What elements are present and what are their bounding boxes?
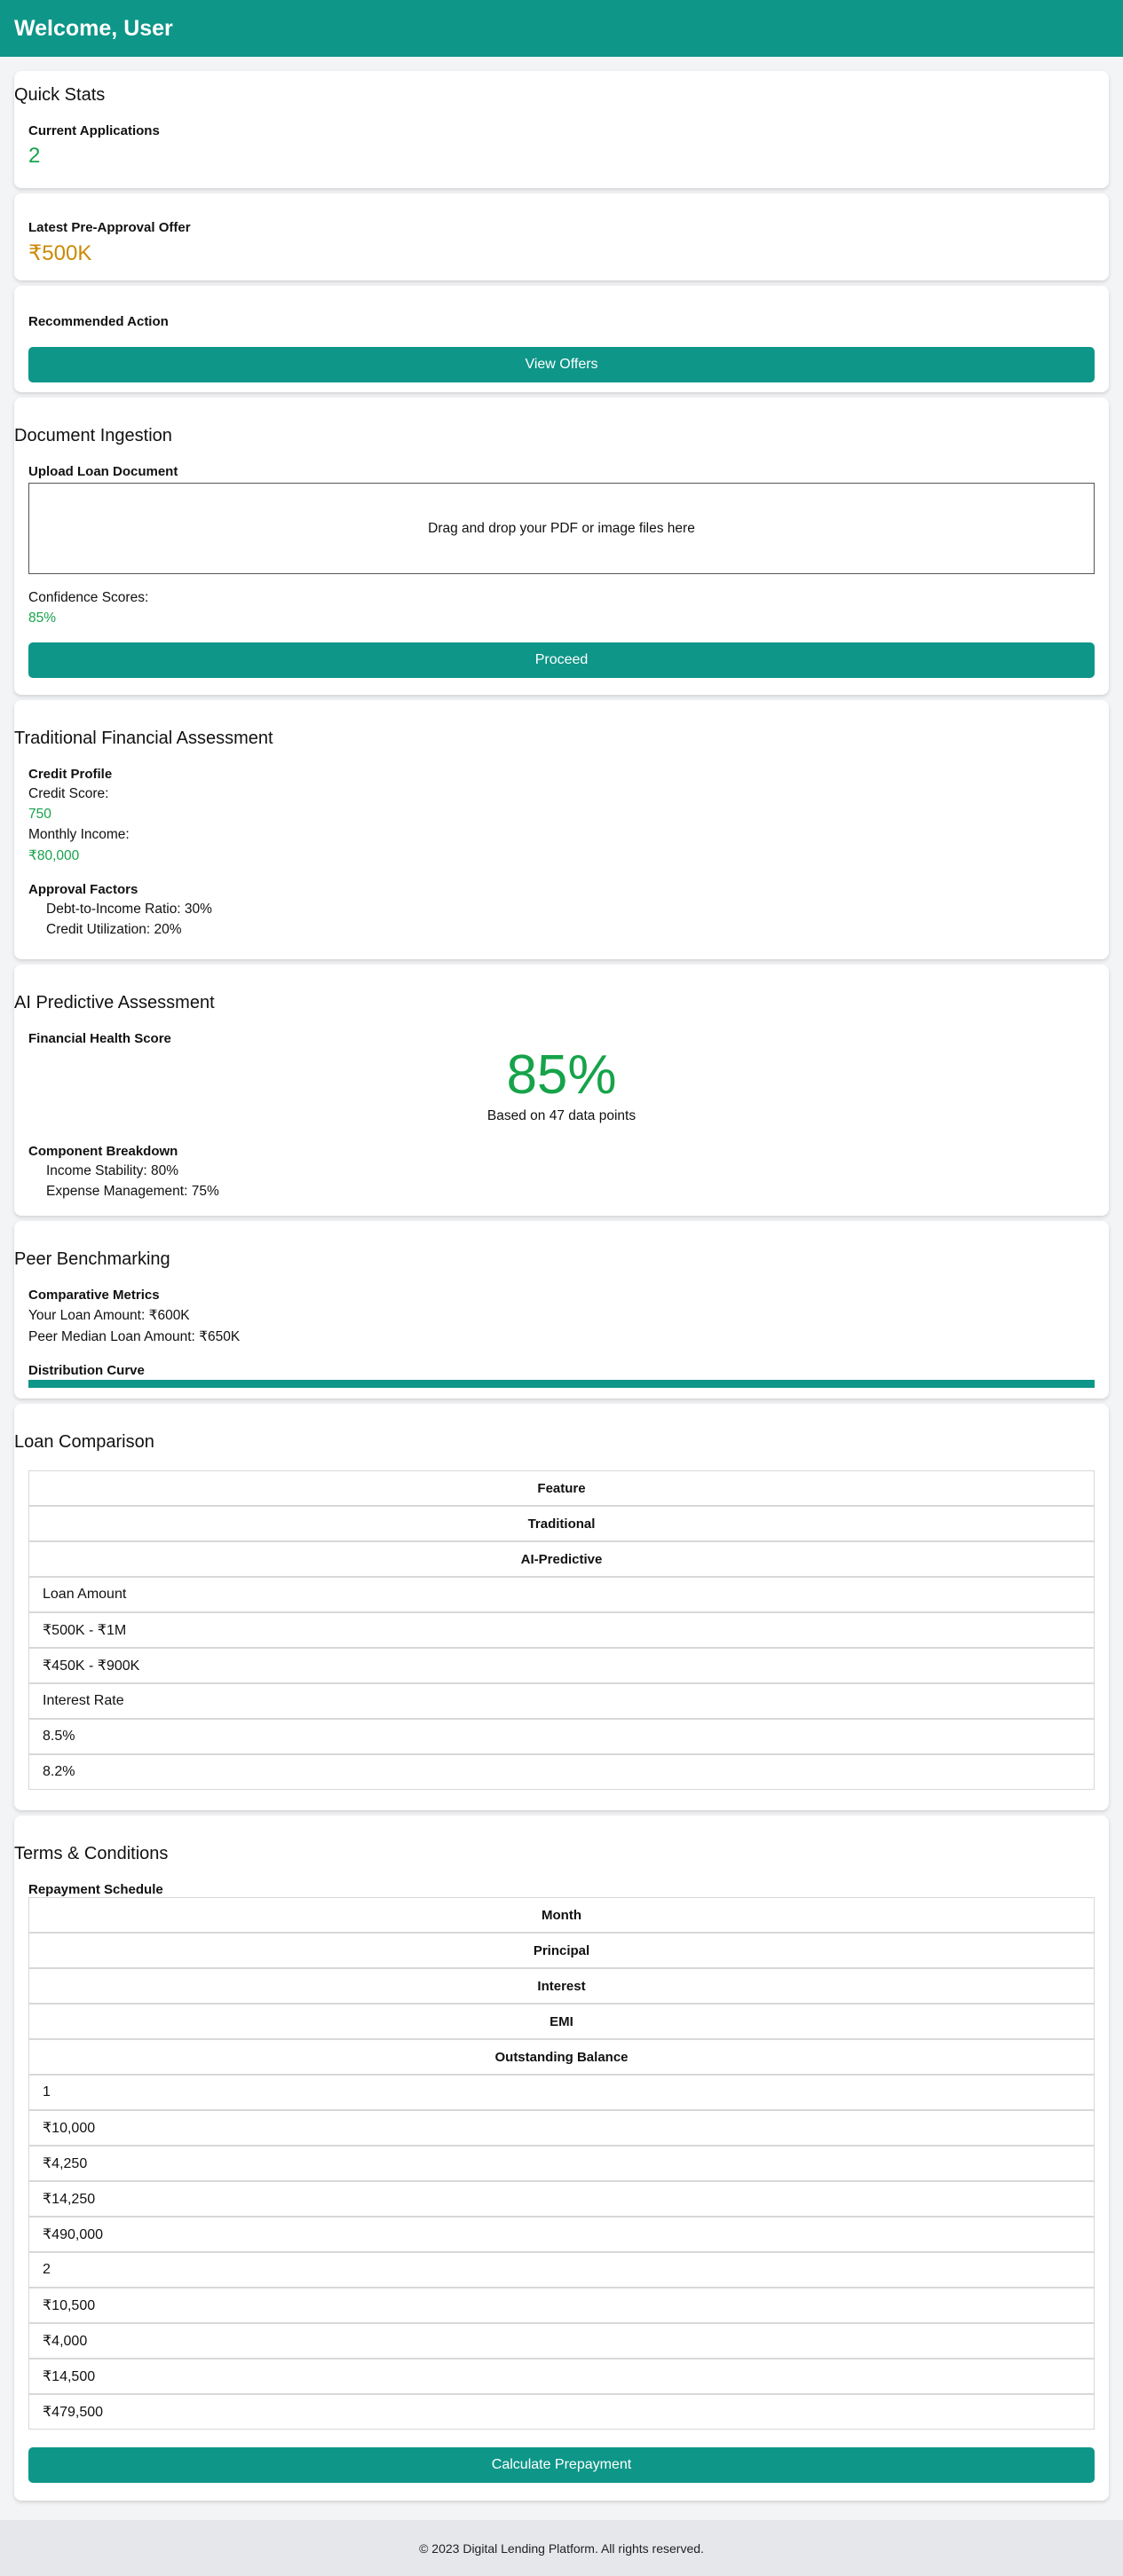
table-header: Month bbox=[28, 1897, 1095, 1933]
calculate-prepayment-button[interactable]: Calculate Prepayment bbox=[28, 2447, 1095, 2483]
ai-predictive-title: AI Predictive Assessment bbox=[14, 993, 215, 1012]
peer-median-amount: Peer Median Loan Amount: ₹650K bbox=[28, 1329, 241, 1344]
table-cell: ₹10,000 bbox=[28, 2110, 1095, 2146]
current-applications-label: Current Applications bbox=[28, 123, 160, 138]
table-cell: 8.5% bbox=[28, 1719, 1095, 1754]
component-item: Income Stability: 80% bbox=[46, 1163, 179, 1178]
quick-stats-title: Quick Stats bbox=[14, 85, 106, 105]
welcome-title: Welcome, User bbox=[14, 15, 173, 41]
proceed-button[interactable]: Proceed bbox=[28, 642, 1095, 678]
table-cell: Interest Rate bbox=[28, 1683, 1095, 1719]
file-dropzone[interactable] bbox=[28, 483, 1095, 574]
copyright-text: © 2023 Digital Lending Platform. All rights reserved. bbox=[419, 2541, 704, 2556]
distribution-curve-label: Distribution Curve bbox=[28, 1363, 145, 1378]
table-cell: Loan Amount bbox=[28, 1577, 1095, 1612]
table-header: Outstanding Balance bbox=[28, 2039, 1095, 2075]
approval-factor-item: Debt-to-Income Ratio: 30% bbox=[46, 902, 212, 917]
terms-conditions-card bbox=[14, 1816, 1109, 2501]
table-cell: ₹490,000 bbox=[28, 2217, 1095, 2252]
document-ingestion-title: Document Ingestion bbox=[14, 426, 172, 445]
credit-score-label: Credit Score: bbox=[28, 786, 109, 801]
current-applications-value: 2 bbox=[28, 144, 41, 168]
peer-benchmarking-title: Peer Benchmarking bbox=[14, 1249, 170, 1269]
repayment-schedule-label: Repayment Schedule bbox=[28, 1882, 163, 1897]
recommended-action-card bbox=[14, 286, 1109, 392]
quick-stats-card bbox=[14, 71, 1109, 188]
monthly-income-value: ₹80,000 bbox=[28, 848, 80, 863]
upload-document-label: Upload Loan Document bbox=[28, 464, 178, 479]
top-header bbox=[0, 0, 1123, 57]
financial-health-score: 85% bbox=[506, 1044, 617, 1106]
pre-approval-value: ₹500K bbox=[28, 241, 92, 265]
table-cell: ₹4,000 bbox=[28, 2323, 1095, 2359]
main-content bbox=[0, 57, 1123, 2520]
comparative-metrics-label: Comparative Metrics bbox=[28, 1288, 160, 1303]
financial-health-label: Financial Health Score bbox=[28, 1031, 171, 1046]
table-cell: 1 bbox=[28, 2075, 1095, 2110]
table-header: EMI bbox=[28, 2004, 1095, 2039]
table-cell: 8.2% bbox=[28, 1754, 1095, 1790]
traditional-assessment-title: Traditional Financial Assessment bbox=[14, 729, 273, 748]
ai-predictive-card bbox=[14, 965, 1109, 1216]
credit-score-value: 750 bbox=[28, 807, 51, 822]
table-cell: ₹10,500 bbox=[28, 2288, 1095, 2323]
loan-comparison-title: Loan Comparison bbox=[14, 1432, 154, 1452]
repayment-schedule-table bbox=[14, 1864, 1109, 2483]
table-header: Principal bbox=[28, 1933, 1095, 1968]
monthly-income-label: Monthly Income: bbox=[28, 827, 130, 842]
approval-factor-item: Credit Utilization: 20% bbox=[46, 922, 182, 937]
credit-profile-label: Credit Profile bbox=[28, 767, 113, 782]
table-cell: ₹479,500 bbox=[28, 2394, 1095, 2430]
pre-approval-card bbox=[14, 193, 1109, 280]
confidence-value: 85% bbox=[28, 611, 57, 626]
table-header: Traditional bbox=[28, 1506, 1095, 1541]
confidence-label: Confidence Scores: bbox=[28, 590, 149, 605]
table-cell: ₹4,250 bbox=[28, 2146, 1095, 2181]
table-header: AI-Predictive bbox=[28, 1541, 1095, 1577]
table-header: Feature bbox=[28, 1470, 1095, 1506]
pre-approval-label: Latest Pre-Approval Offer bbox=[28, 220, 191, 235]
financial-health-note: Based on 47 data points bbox=[486, 1108, 637, 1123]
table-cell: ₹500K - ₹1M bbox=[28, 1612, 1095, 1648]
view-offers-button[interactable]: View Offers bbox=[28, 347, 1095, 382]
table-cell: ₹450K - ₹900K bbox=[28, 1648, 1095, 1683]
component-breakdown-label: Component Breakdown bbox=[28, 1144, 178, 1159]
distribution-curve-bar bbox=[28, 1380, 1095, 1388]
table-header: Interest bbox=[28, 1968, 1095, 2004]
table-cell: 2 bbox=[28, 2252, 1095, 2288]
traditional-assessment-card bbox=[14, 700, 1109, 959]
table-cell: ₹14,250 bbox=[28, 2181, 1095, 2217]
loan-comparison-card bbox=[14, 1404, 1109, 1810]
loan-comparison-table bbox=[14, 1453, 1109, 1790]
document-ingestion-card bbox=[14, 398, 1109, 695]
peer-benchmarking-card bbox=[14, 1221, 1109, 1398]
component-item: Expense Management: 75% bbox=[46, 1184, 219, 1199]
terms-conditions-title: Terms & Conditions bbox=[14, 1844, 169, 1863]
dropzone-text: Drag and drop your PDF or image files here bbox=[428, 520, 695, 536]
page-footer bbox=[0, 2520, 1123, 2576]
recommended-action-label: Recommended Action bbox=[28, 314, 169, 329]
approval-factors-label: Approval Factors bbox=[28, 882, 138, 897]
table-cell: ₹14,500 bbox=[28, 2359, 1095, 2394]
your-loan-amount: Your Loan Amount: ₹600K bbox=[28, 1308, 190, 1323]
